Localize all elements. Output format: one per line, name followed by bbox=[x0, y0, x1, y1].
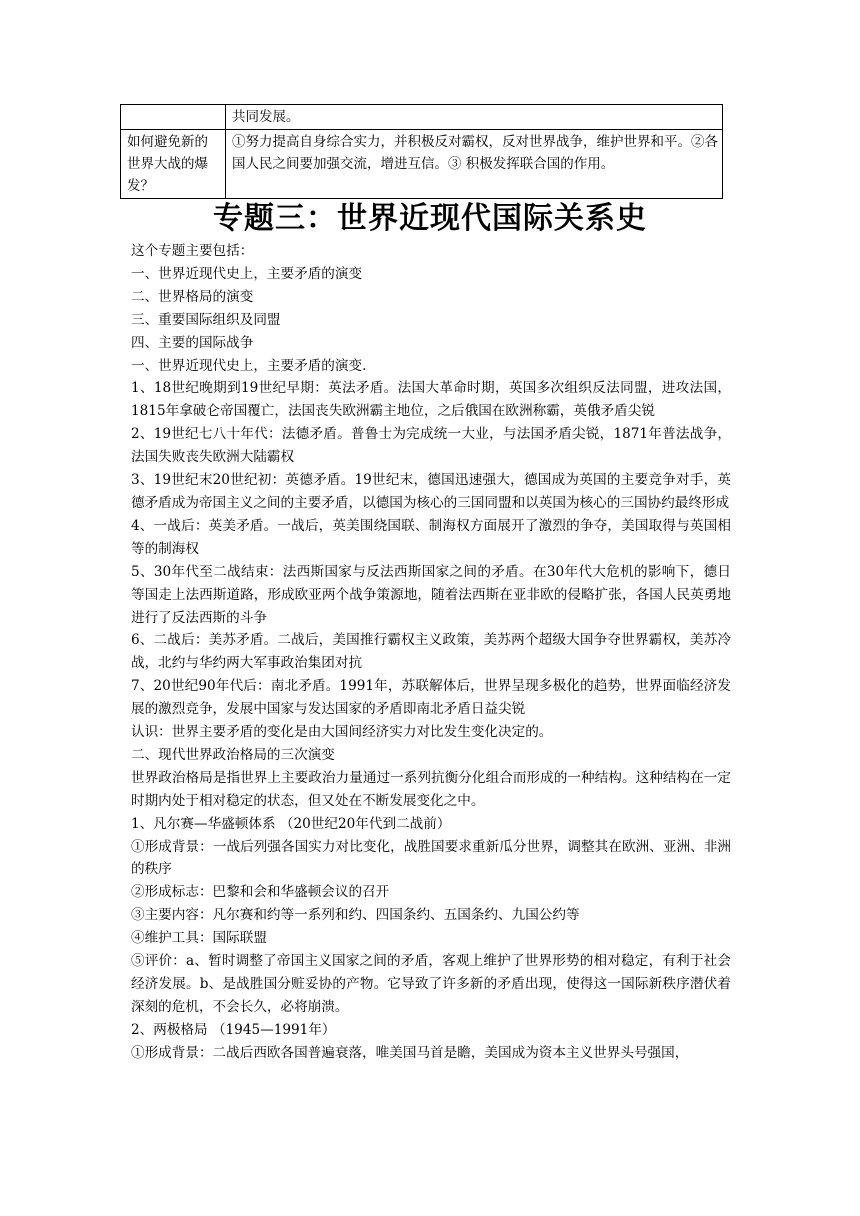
page-title: 专题三：世界近现代国际关系史 bbox=[213, 201, 647, 236]
paragraph: 5、30年代至二战结束：法西斯国家与反法西斯国家之间的矛盾。在30年代大危机的影响下，德日等国走上法西斯道路，形成欧亚两个战争策源地，随着法西斯在亚非欧的侵略扩张，各国人民英勇地进行了反法西斯的斗争 bbox=[131, 563, 731, 626]
paragraph: 3、19世纪末20世纪初：英德矛盾。19世纪末，德国迅速强大，德国成为英国的主要竞争对手，英德矛盾成为帝国主义之间的主要矛盾，以德国为核心的三国同盟和以英国为核心的三国协约最终形成 bbox=[131, 472, 731, 511]
intro-line: 这个专题主要包括： bbox=[131, 243, 254, 259]
table-row bbox=[121, 130, 723, 199]
paragraph: ②形成标志：巴黎和会和华盛顿会议的召开 bbox=[131, 884, 390, 901]
paragraph: 1、18世纪晚期到19世纪早期：英法矛盾。法国大革命时期，英国多次组织反法同盟，进攻法国，1815年拿破仑帝国覆亡，法国丧失欧洲霸主地位，之后俄国在欧洲称霸，英俄矛盾尖锐 bbox=[131, 380, 731, 420]
subsection-heading: 2、两极格局 （1945—1991年） bbox=[131, 1021, 336, 1038]
topic-list-item: 二、世界格局的演变 bbox=[131, 288, 254, 305]
paragraph: 世界政治格局是指世界上主要政治力量通过一系列抗衡分化组合而形成的一种结构。这种结构在一定时期内处于相对稳定的状态，但又处在不断发展变化之中。 bbox=[131, 769, 731, 809]
paragraph: 4、一战后：英美矛盾。一战后，英美围绕国联、制海权方面展开了激烈的争夺，美国取得与英国相等的制海权 bbox=[131, 517, 731, 557]
paragraph: 7、20世纪90年代后：南北矛盾。1991年，苏联解体后，世界呈现多极化的趋势，世界面临经济发展的激烈竞争，发展中国家与发达国家的矛盾即南北矛盾日益尖锐 bbox=[131, 678, 731, 718]
paragraph: ④维护工具：国际联盟 bbox=[131, 930, 267, 947]
answer-cell: ①努力提高自身综合实力，并积极反对霸权，反对世界战争，维护世界和平。②各国人民之间要加强交流，增进互信。③ 积极发挥联合国的作用。 bbox=[226, 130, 723, 199]
subsection-heading: 1、凡尔赛—华盛顿体系 （20世纪20年代到二战前） bbox=[131, 815, 451, 832]
qa-table bbox=[120, 104, 723, 199]
paragraph: 6、二战后：美苏矛盾。二战后，美国推行霸权主义政策，美苏两个超级大国争夺世界霸权，美苏冷战，北约与华约两大军事政治集团对抗 bbox=[131, 632, 731, 672]
document-body bbox=[131, 240, 731, 1065]
paragraph: ①形成背景：二战后西欧各国普遍衰落，唯美国马首是瞻，美国成为资本主义世界头号强国， bbox=[131, 1044, 689, 1061]
topic-list-item: 一、世界近现代史上，主要矛盾的演变 bbox=[131, 265, 363, 282]
paragraph: ⑤评价：a、暂时调整了帝国主义国家之间的矛盾，客观上维护了世界形势的相对稳定，有利于社会经济发展。b、是战胜国分赃妥协的产物。它导致了许多新的矛盾出现，使得这一国际新秩序潜伏着深刻的危机，不会长久，必将崩溃。 bbox=[131, 953, 731, 1015]
paragraph: 认识：世界主要矛盾的变化是由大国间经济实力对比发生变化决定的。 bbox=[131, 724, 553, 741]
qa-table-container bbox=[120, 104, 723, 199]
table-row bbox=[121, 105, 723, 130]
section-heading: 一、世界近现代史上，主要矛盾的演变. bbox=[131, 357, 367, 374]
paragraph: ①形成背景：一战后列强各国实力对比变化，战胜国要求重新瓜分世界，调整其在欧洲、亚洲、非洲的秩序 bbox=[131, 838, 731, 878]
question-cell: 如何避免新的世界大战的爆发？ bbox=[121, 130, 226, 199]
paragraph: ③主要内容：凡尔赛和约等一系列和约、四国条约、五国条约、九国公约等 bbox=[131, 907, 580, 924]
section-heading: 二、现代世界政治格局的三次演变 bbox=[131, 746, 335, 763]
paragraph: 2、19世纪七八十年代：法德矛盾。普鲁士为完成统一大业，与法国矛盾尖锐，1871年普法战争，法国失败丧失欧洲大陆霸权 bbox=[131, 426, 731, 466]
topic-list-item: 三、重要国际组织及同盟 bbox=[131, 311, 281, 328]
answer-cell: 共同发展。 bbox=[226, 105, 723, 130]
question-cell bbox=[121, 105, 226, 130]
topic-list-item: 四、主要的国际战争 bbox=[131, 334, 254, 351]
